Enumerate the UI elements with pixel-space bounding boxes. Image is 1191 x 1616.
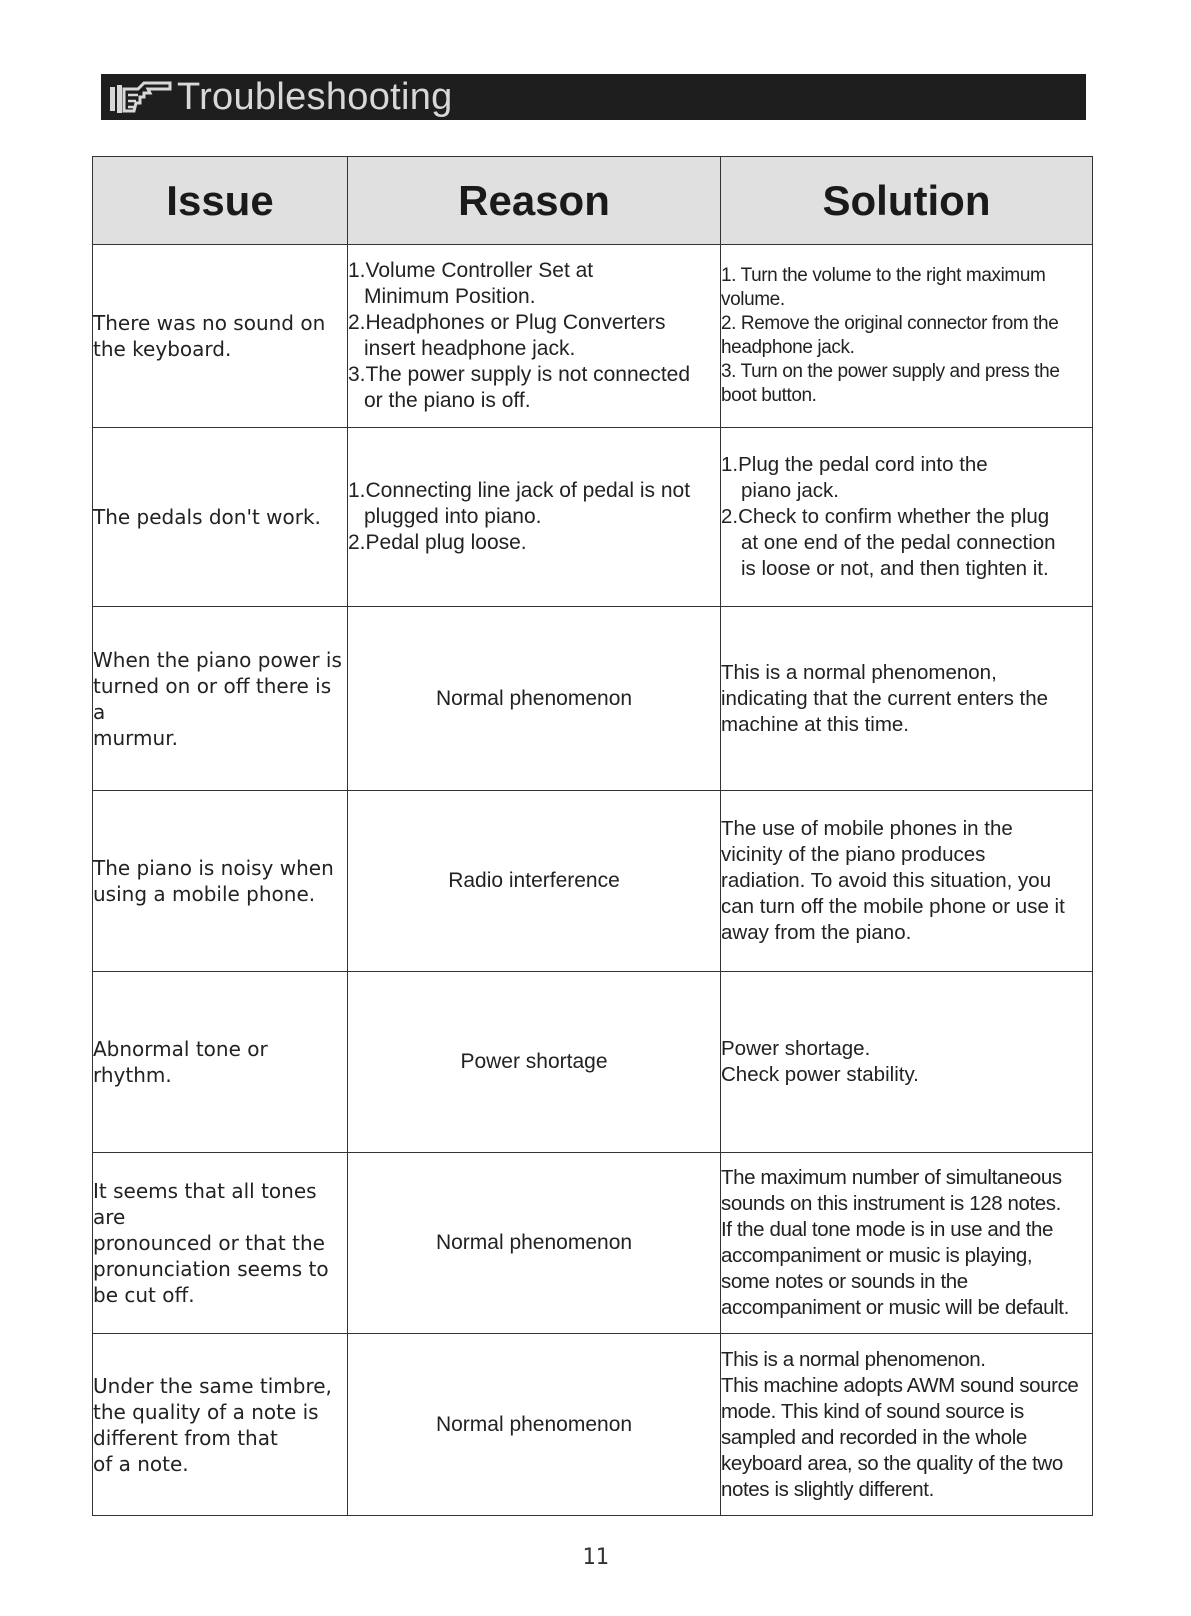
reason-line: 1.Connecting line jack of pedal is not [348,479,691,502]
issue-line: It seems that all tones are [93,1179,323,1229]
reason-cell [348,791,721,972]
table-row [93,1153,1093,1334]
page-number: 11 [582,1545,609,1570]
issue-cell [93,972,348,1153]
solution-line: Check power stability. [721,1063,919,1086]
solution-line: away from the piano. [721,921,912,944]
reason-line: or the piano is off. [364,389,531,412]
column-header-solution: Solution [721,157,1093,245]
reason-cell [348,428,721,607]
solution-cell [721,607,1093,791]
solution-line: This is a normal phenomenon, [721,660,997,684]
table-row [93,245,1093,428]
issue-line: turned on or off there is a [93,673,338,724]
table-row [93,972,1093,1153]
issue-line: Under the same timbre, [93,1373,332,1398]
reason-line: 2.Pedal plug loose. [348,531,527,554]
solution-cell [721,428,1093,607]
issue-cell [93,791,348,972]
issue-line: pronunciation seems to [93,1257,329,1281]
solution-cell [721,1334,1093,1516]
reason-line: Radio interference [448,869,620,892]
solution-cell [721,972,1093,1153]
solution-line: This machine adopts AWM sound source [721,1373,1079,1397]
issue-cell [93,1334,348,1516]
reason-cell [348,1334,721,1516]
issue-cell [93,428,348,607]
issue-line: the quality of a note is [93,1399,319,1424]
solution-line: accompaniment or music will be default. [721,1296,1069,1319]
solution-line: accompaniment or music is playing, [721,1244,1033,1267]
issue-line: be cut off. [93,1283,195,1307]
solution-line: boot button. [721,385,817,406]
column-header-reason: Reason [348,157,721,245]
troubleshooting-table [92,156,1093,1516]
solution-line: 2.Check to confirm whether the plug [721,505,1050,528]
table-header-row [93,157,1093,245]
reason-cell [348,972,721,1153]
solution-line: If the dual tone mode is in use and the [721,1218,1053,1241]
solution-line: mode. This kind of sound source is [721,1399,1024,1423]
solution-line: 2. Remove the original connector from the [721,313,1059,334]
solution-line: 1.Plug the pedal cord into the [721,453,988,476]
column-header-issue: Issue [93,157,348,245]
solution-cell [721,1153,1093,1334]
solution-cell [721,245,1093,428]
solution-line: 1. Turn the volume to the right maximum [721,265,1046,286]
reason-line: Power shortage [460,1050,608,1073]
solution-line: The use of mobile phones in the [721,817,1013,840]
reason-line: Minimum Position. [364,285,536,308]
solution-line: keyboard area, so the quality of the two [721,1451,1063,1475]
table-row [93,607,1093,791]
solution-line: Power shortage. [721,1037,871,1060]
solution-line: headphone jack. [721,337,855,358]
solution-cell [721,791,1093,972]
table-row [93,1334,1093,1516]
issue-line: murmur. [93,725,178,750]
issue-line: of a note. [93,1451,189,1476]
solution-line: sampled and recorded in the whole [721,1425,1027,1449]
solution-line: volume. [721,289,785,310]
page-title: Troubleshooting [177,75,453,118]
solution-line: at one end of the pedal connection [741,531,1056,554]
table-row [93,791,1093,972]
solution-line: can turn off the mobile phone or use it [721,895,1065,918]
issue-line: using a mobile phone. [93,882,316,906]
reason-line: Normal phenomenon [435,686,633,710]
solution-line: notes is slightly different. [721,1477,934,1501]
reason-line: 3.The power supply is not connected [348,363,691,386]
solution-line: The maximum number of simultaneous [721,1166,1062,1189]
pointing-hand-icon [101,74,177,120]
solution-line: radiation. To avoid this situation, you [721,869,1052,892]
solution-line: This is a normal phenomenon. [721,1347,986,1371]
issue-line: The piano is noisy when [93,856,334,880]
issue-line: Abnormal tone or rhythm. [93,1037,275,1087]
reason-line: Normal phenomenon [435,1412,633,1436]
reason-line: insert headphone jack. [364,337,576,360]
solution-line: 3. Turn on the power supply and press the [721,361,1060,382]
solution-line: vicinity of the piano produces [721,843,986,866]
reason-line: 1.Volume Controller Set at [348,259,594,282]
issue-line: the keyboard. [93,337,232,361]
issue-cell [93,1153,348,1334]
reason-line: Normal phenomenon [435,1231,633,1254]
issue-cell [93,607,348,791]
issue-line: There was no sound on [93,311,326,335]
issue-line: different from that [93,1425,278,1450]
solution-line: indicating that the current enters the [721,686,1049,710]
issue-line: The pedals don't work. [93,505,321,529]
solution-line: some notes or sounds in the [721,1270,968,1293]
reason-line: 2.Headphones or Plug Converters [348,311,666,334]
issue-cell [93,245,348,428]
reason-cell [348,607,721,791]
section-title-bar [101,74,1086,120]
solution-line: sounds on this instrument is 128 notes. [721,1192,1061,1215]
reason-cell [348,1153,721,1334]
reason-line: plugged into piano. [364,505,542,528]
solution-line: machine at this time. [721,712,909,736]
table-row [93,428,1093,607]
issue-line: When the piano power is [93,647,342,672]
reason-cell [348,245,721,428]
issue-line: pronounced or that the [93,1231,325,1255]
solution-line: is loose or not, and then tighten it. [741,557,1049,580]
solution-line: piano jack. [741,479,840,502]
